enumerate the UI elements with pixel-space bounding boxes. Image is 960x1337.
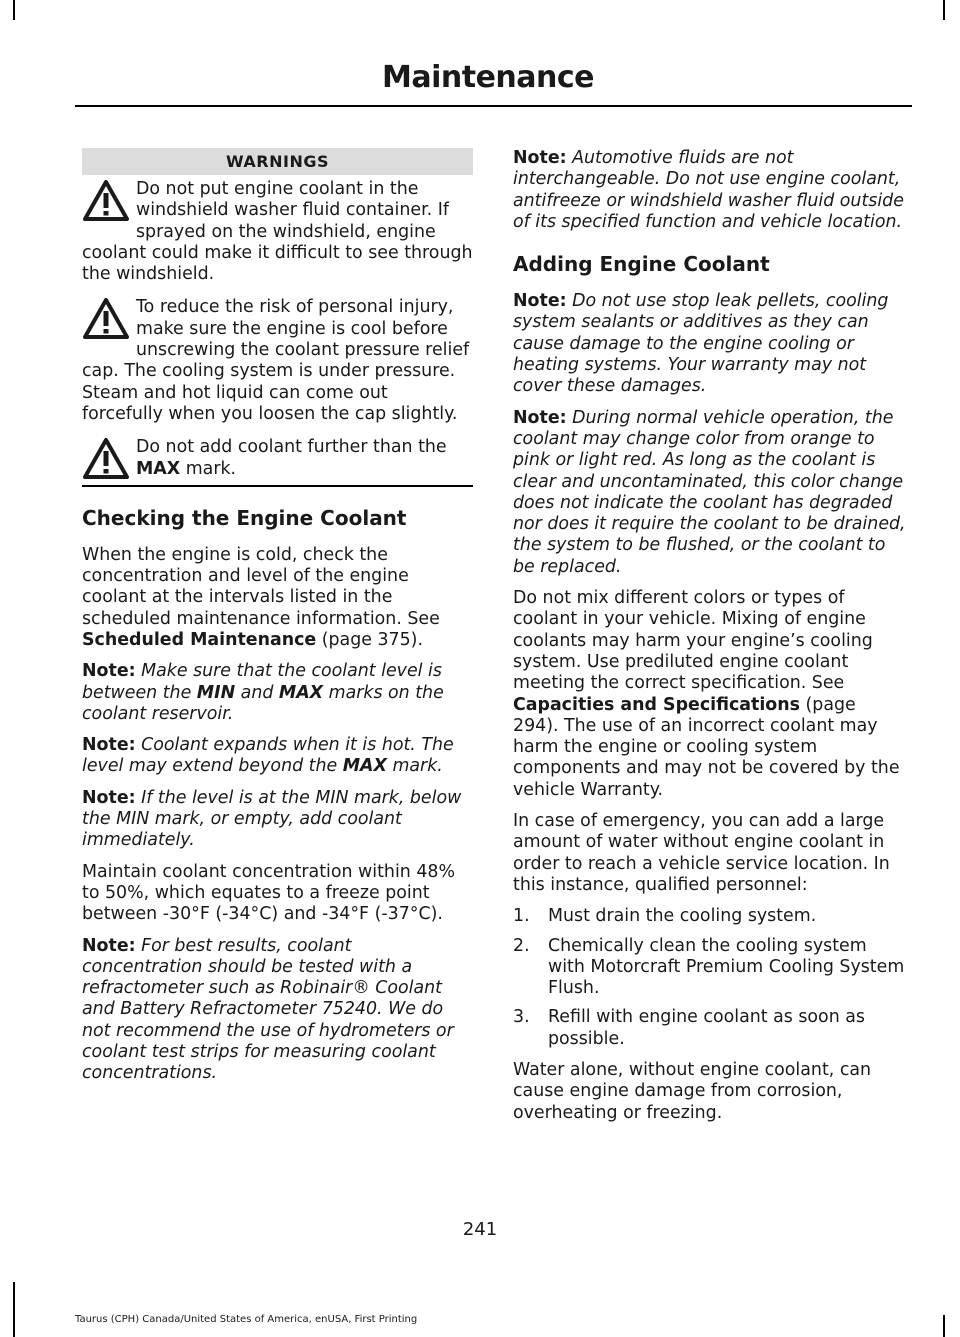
cross-reference-link[interactable]: Scheduled Maintenance bbox=[82, 629, 317, 650]
warnings-end-rule bbox=[82, 485, 473, 487]
paragraph: Water alone, without engine coolant, can cause engine damage from corrosion, overheating or freezing. bbox=[513, 1059, 872, 1123]
list-text: Refill with engine coolant as soon as possible. bbox=[548, 1007, 865, 1049]
note bbox=[82, 735, 473, 778]
note bbox=[513, 148, 906, 233]
note-text: and bbox=[235, 682, 279, 703]
note-label: Note: bbox=[82, 735, 136, 756]
warning-text: Do not put engine coolant in the windshield washer fluid container. If sprayed on the windshield, engine coolant could make it difficult to see through the windshield. bbox=[82, 179, 473, 285]
right-column bbox=[513, 148, 906, 1134]
crop-mark bbox=[13, 0, 15, 20]
note-label: Note: bbox=[82, 935, 136, 956]
note-text: mark. bbox=[386, 756, 443, 777]
list-text: Chemically clean the cooling system with Motorcraft Premium Cooling System Flush. bbox=[548, 935, 905, 999]
crop-mark bbox=[943, 1315, 945, 1337]
list-item bbox=[513, 936, 906, 1000]
min-mark-label: MIN bbox=[196, 682, 236, 703]
max-mark-label: MAX bbox=[342, 756, 387, 777]
crop-mark bbox=[943, 0, 945, 20]
note-label: Note: bbox=[82, 661, 136, 682]
cross-reference-link[interactable]: Capacities and Specifications bbox=[513, 694, 800, 715]
note-text: During normal vehicle operation, the coolant may change color from orange to pink or light red. As long as the coolant is clear and uncontaminated, this color change does not indicate the coolant has degraded nor does it require the coolant to be drained, the system to be flushed, or the coolant to be replaced. bbox=[513, 407, 906, 577]
page-title: Maintenance bbox=[381, 60, 594, 95]
warning-text: Do not add coolant further than the bbox=[136, 437, 447, 458]
note bbox=[513, 291, 906, 397]
warning-triangle-icon bbox=[82, 179, 130, 225]
paragraph: In case of emergency, you can add a large amount of water without engine coolant in order to reach a vehicle service location. In this instance, qualified personnel: bbox=[513, 811, 890, 895]
paragraph-text: (page 294). The use of an incorrect coolant may harm the engine or cooling system components and may not be covered by the vehicle Warranty. bbox=[513, 694, 900, 800]
note-text: marks on the coolant reservoir. bbox=[82, 682, 444, 724]
warnings-heading: WARNINGS bbox=[82, 148, 473, 175]
paragraph: Maintain coolant concentration within 48% to 50%, which equates to a freeze point between -30°F (-34°C) and -34°F (-37°C). bbox=[82, 861, 455, 925]
note-text: If the level is at the MIN mark, below the MIN mark, or empty, add coolant immediately. bbox=[82, 787, 462, 851]
note bbox=[513, 408, 906, 578]
note-label: Note: bbox=[513, 407, 567, 428]
page-number: 241 bbox=[462, 1219, 498, 1240]
warning-triangle-icon bbox=[82, 437, 130, 483]
note-text: For best results, coolant concentration should be tested with a refractometer such as Robinair® Coolant and Battery Refractometer 75240. We do not recommend the use of hydrometers or coolant test strips for measuring coolant concentrations. bbox=[82, 935, 454, 1084]
warning-text: To reduce the risk of personal injury, make sure the engine is cool before unscrewing the coolant pressure relief cap. The cooling system is under pressure. Steam and hot liquid can come out forcefully when you loosen the cap slightly. bbox=[82, 297, 470, 424]
procedure-list bbox=[513, 906, 906, 1050]
note bbox=[82, 661, 473, 725]
warning-item bbox=[82, 179, 473, 285]
paragraph-text: Do not mix different colors or types of coolant in your vehicle. Mixing of engine coolants may harm your engine’s cooling system. Use prediluted engine coolant meeting the correct specification. See bbox=[513, 588, 873, 694]
list-number: 2. bbox=[513, 935, 530, 956]
note-text: Automotive fluids are not interchangeable. Do not use engine coolant, antifreeze or windshield washer fluid outside of its specified function and vehicle location. bbox=[513, 148, 904, 232]
note-label: Note: bbox=[82, 787, 136, 808]
note-text: Make sure that the coolant level is between the bbox=[82, 661, 442, 703]
section-heading-adding: Adding Engine Coolant bbox=[513, 252, 770, 277]
page-ref: (page 375). bbox=[316, 629, 423, 650]
warning-triangle-icon bbox=[82, 297, 130, 343]
warning-item bbox=[82, 297, 473, 425]
header-divider bbox=[75, 105, 912, 107]
list-item bbox=[513, 1007, 906, 1050]
note-text: Coolant expands when it is hot. The level may extend beyond the bbox=[82, 735, 454, 777]
max-mark-label: MAX bbox=[278, 682, 324, 703]
max-mark-label: MAX bbox=[136, 458, 181, 479]
warnings-box bbox=[82, 148, 473, 487]
footer-text: Taurus (CPH) Canada/United States of America, enUSA, First Printing bbox=[75, 1314, 418, 1325]
note bbox=[82, 936, 473, 1085]
note bbox=[82, 788, 473, 852]
note-label: Note: bbox=[513, 148, 567, 168]
warning-item bbox=[82, 437, 473, 483]
list-number: 3. bbox=[513, 1007, 530, 1028]
section-heading-checking: Checking the Engine Coolant bbox=[82, 505, 407, 530]
note-text: Do not use stop leak pellets, cooling system sealants or additives as they can cause damage to the engine cooling or heating systems. Your warranty may not cover these damages. bbox=[513, 291, 889, 397]
crop-mark bbox=[13, 1282, 15, 1337]
list-text: Must drain the cooling system. bbox=[548, 906, 817, 927]
paragraph bbox=[82, 545, 473, 651]
left-column bbox=[82, 148, 473, 1095]
paragraph bbox=[513, 588, 906, 801]
intro-text: When the engine is cold, check the concentration and level of the engine coolant at the intervals listed in the scheduled maintenance information. See bbox=[82, 544, 440, 629]
list-item bbox=[513, 906, 906, 927]
note-label: Note: bbox=[513, 291, 567, 312]
list-number: 1. bbox=[513, 906, 530, 927]
warning-text-end: mark. bbox=[180, 458, 237, 479]
